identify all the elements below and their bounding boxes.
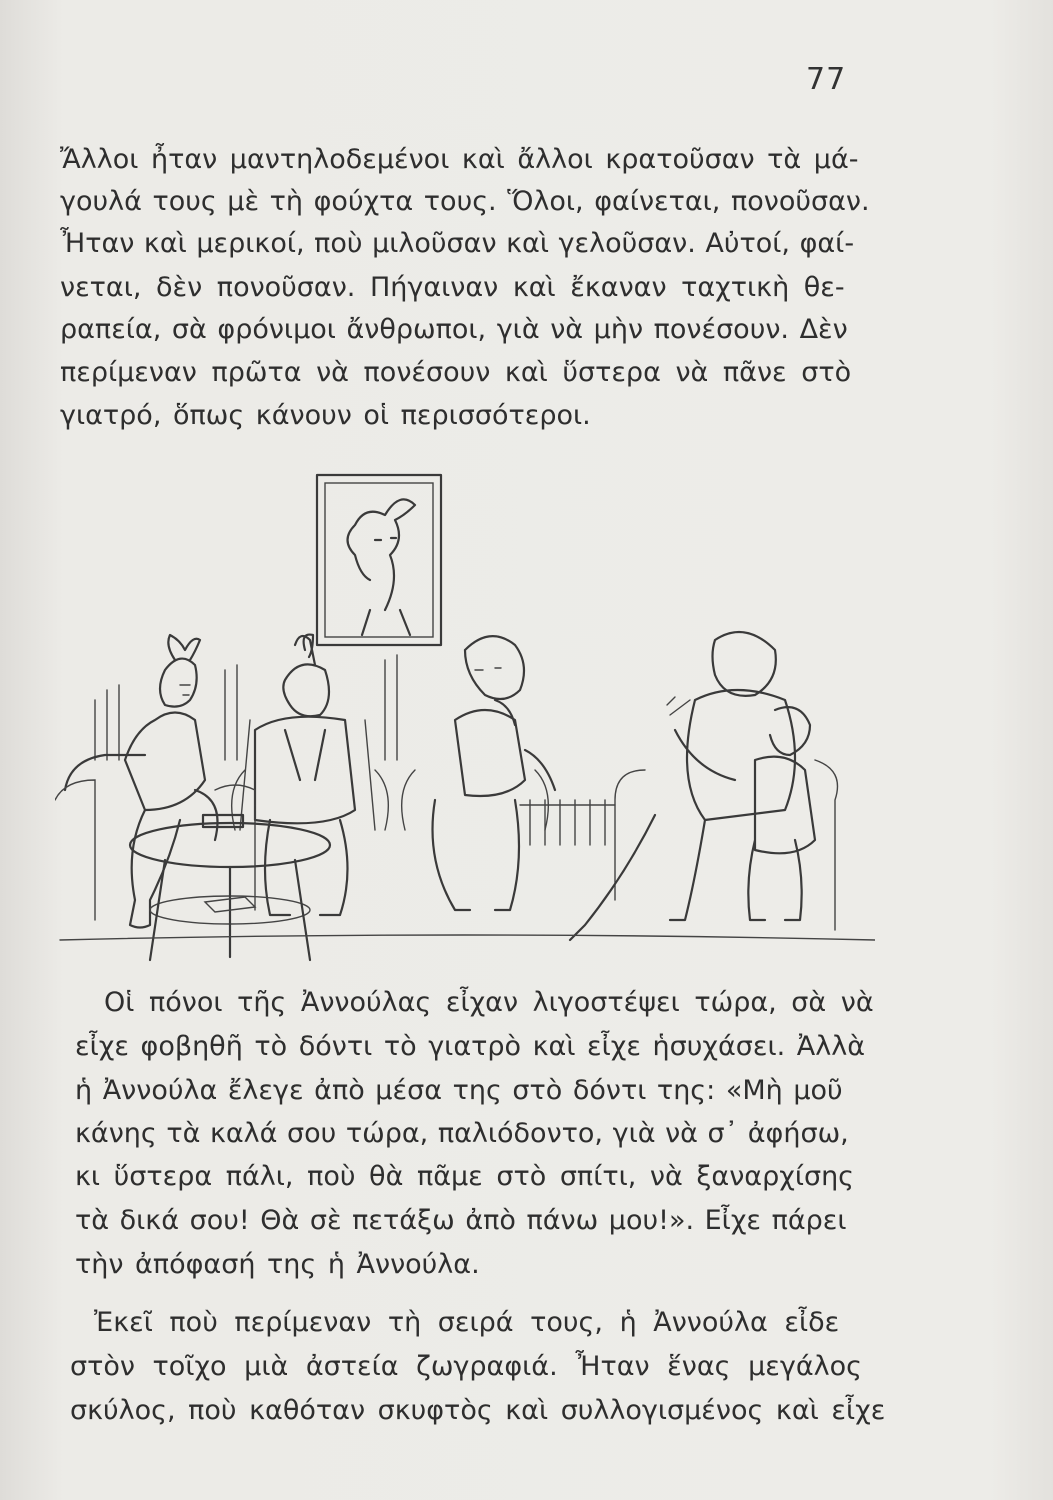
- text-line: σκύλος, ποὺ καθόταν σκυφτὸς καὶ συλλογισμένος καὶ εἶχε: [70, 1395, 886, 1426]
- woman-holding-cheek: [433, 636, 556, 910]
- text-line: Ἄλλοι ἦταν μαντηλοδεμένοι καὶ ἄλλοι κρατοῦσαν τὰ μά-: [60, 144, 859, 175]
- text-line: ραπεία, σὰ φρόνιμοι ἄνθρωποι, γιὰ νὰ μὴν πονέσουν. Δὲν: [60, 314, 848, 345]
- man-with-bandage: [240, 635, 375, 915]
- text-line: γουλά τους μὲ τὴ φούχτα τους. Ὅλοι, φαίνεται, πονοῦσαν.: [60, 186, 870, 217]
- mother-and-daughter: [570, 632, 815, 940]
- text-line: περίμεναν πρῶτα νὰ πονέσουν καὶ ὕστερα νὰ πᾶνε στὸ: [60, 357, 852, 388]
- text-line: Ἐκεῖ ποὺ περίμεναν τὴ σειρά τους, ἡ Ἀννούλα εἶδε: [94, 1307, 840, 1338]
- dog-painting: [317, 475, 441, 645]
- woman-with-headscarf: [65, 635, 218, 928]
- text-line: νεται, δὲν πονοῦσαν. Πήγαιναν καὶ ἔκαναν ταχτικὴ θε-: [60, 272, 845, 303]
- text-line: εἶχε φοβηθῆ τὸ δόντι τὸ γιατρὸ καὶ εἶχε ἡσυχάσει. Ἀλλὰ: [75, 1031, 866, 1062]
- text-line: Οἱ πόνοι τῆς Ἀννούλας εἶχαν λιγοστέψει τώρα, σὰ νὰ: [104, 987, 874, 1018]
- page-number: 77: [806, 62, 847, 97]
- text-line: τὴν ἀπόφασή της ἡ Ἀννούλα.: [75, 1249, 480, 1280]
- text-line: κι ὕστερα πάλι, ποὺ θὰ πᾶμε στὸ σπίτι, νὰ ξαναρχίσης: [75, 1161, 855, 1192]
- back-railing: [95, 655, 615, 845]
- waiting-room-illustration: [55, 470, 875, 980]
- text-line: τὰ δικά σου! Θὰ σὲ πετάξω ἀπὸ πάνω μου!». Εἶχε πάρει: [75, 1205, 847, 1236]
- text-line: στὸν τοῖχο μιὰ ἀστεία ζωγραφιά. Ἦταν ἕνας μεγάλος: [70, 1351, 862, 1382]
- text-line: γιατρό, ὅπως κάνουν οἱ περισσότεροι.: [60, 400, 591, 431]
- waiting-room-drawing: [55, 470, 875, 980]
- text-line: κάνης τὰ καλά σου τώρα, παλιόδοντο, γιὰ νὰ σ᾽ ἀφήσω,: [75, 1118, 849, 1149]
- text-line: Ἦταν καὶ μερικοί, ποὺ μιλοῦσαν καὶ γελοῦσαν. Αὐτοί, φαί-: [60, 228, 855, 259]
- text-line: ἡ Ἀννούλα ἔλεγε ἀπὸ μέσα της στὸ δόντι της: «Μὴ μοῦ: [75, 1075, 843, 1106]
